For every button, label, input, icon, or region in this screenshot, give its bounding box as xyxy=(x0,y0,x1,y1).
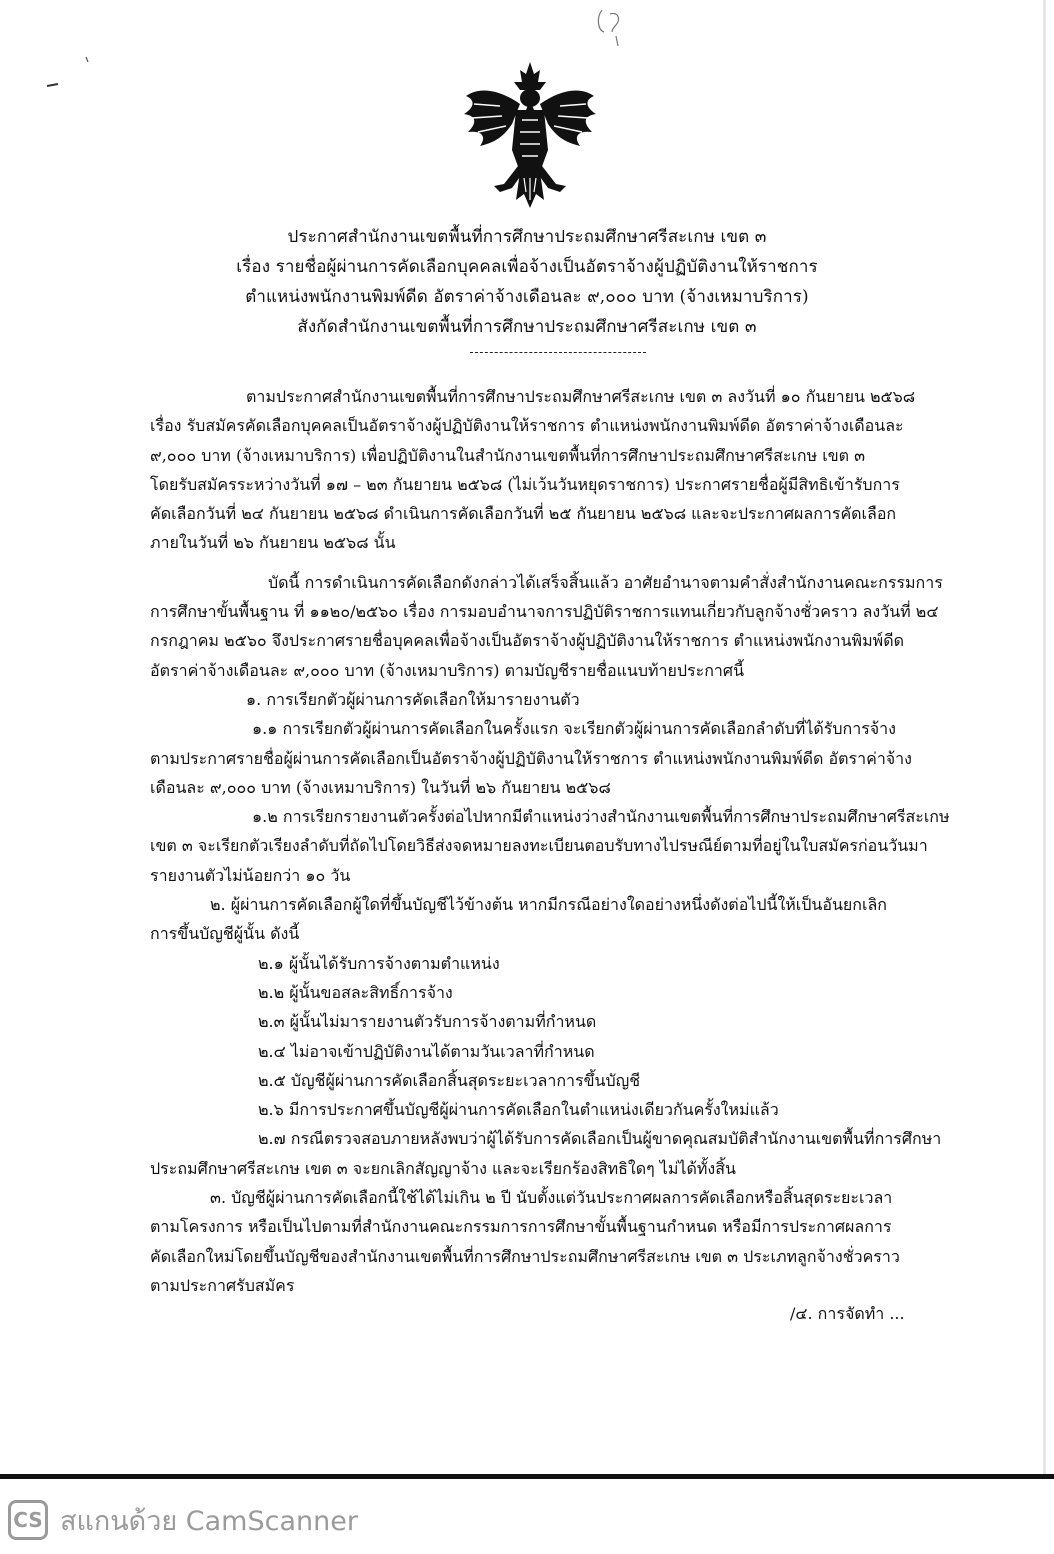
paragraph-line: ประถมศึกษาศรีสะเกษ เขต ๓ จะยกเลิกสัญญาจ้าง และจะเรียกร้องสิทธิใดๆ ไม่ได้ทั้งสิ้น xyxy=(150,1158,736,1178)
paragraph-line: รายงานตัวไม่น้อยกว่า ๑๐ วัน xyxy=(150,865,351,885)
garuda-emblem-icon xyxy=(460,60,600,210)
paragraph-line: ตามโครงการ หรือเป็นไปตามที่สำนักงานคณะกรรมการการศึกษาขั้นพื้นฐานกำหนด หรือมีการประกาศผลการ xyxy=(150,1217,892,1237)
title-line: เรื่อง รายชื่อผู้ผ่านการคัดเลือกบุคคลเพื่อจ้างเป็นอัตราจ้างผู้ปฏิบัติงานให้ราชการ xyxy=(236,257,818,277)
handwritten-mark xyxy=(594,6,624,52)
paragraph-line: ๙,๐๐๐ บาท (จ้างเหมาบริการ) เพื่อปฏิบัติงานในสำนักงานเขตพื้นที่การศึกษาประถมศึกษาศรีสะเกษ เขต ๓ xyxy=(150,445,866,465)
camscanner-logo-icon: CS xyxy=(8,1500,48,1540)
paragraph-line: ๒. ผู้ผ่านการคัดเลือกผู้ใดที่ขึ้นบัญชีไว้ข้างต้น หากมีกรณีอย่างใดอย่างหนึ่งดังต่อไปนี้ให้เป็นอันยกเลิก xyxy=(210,895,887,915)
list-item: ๒.๖ มีการประกาศขึ้นบัญชีผู้ผ่านการคัดเลือกในตำแหน่งเดียวกันครั้งใหม่แล้ว xyxy=(258,1100,779,1120)
next-page-reference: /๔. การจัดทำ ... xyxy=(790,1304,905,1323)
paragraph-line: การศึกษาขั้นพื้นฐาน ที่ ๑๑๒๐/๒๕๖๐ เรื่อง การมอบอำนาจการปฏิบัติราชการแทนเกี่ยวกับลูกจ้างชั่วคราว ลงวันที่ ๒๔ xyxy=(150,602,939,622)
list-item: ๒.๓ ผู้นั้นไม่มารายงานตัวรับการจ้างตามที่กำหนด xyxy=(258,1012,597,1032)
paragraph-line: ตามประกาศรายชื่อผู้ผ่านการคัดเลือกเป็นอัตราจ้างผู้ปฏิบัติงานให้ราชการ ตำแหน่งพนักงานพิมพ์ดีด อัตราค่าจ้าง xyxy=(150,748,912,768)
item-heading: ๑. การเรียกตัวผู้ผ่านการคัดเลือกให้มารายงานตัว xyxy=(246,689,580,709)
paragraph-line: การขึ้นบัญชีผู้นั้น ดังนี้ xyxy=(150,924,300,944)
watermark-text: สแกนด้วย CamScanner xyxy=(60,1505,358,1537)
title-line: สังกัดสำนักงานเขตพื้นที่การศึกษาประถมศึกษาศรีสะเกษ เขต ๓ xyxy=(297,317,757,337)
paragraph-line: บัดนี้ การดำเนินการคัดเลือกดังกล่าวได้เสร็จสิ้นแล้ว อาศัยอำนาจตามคำสั่งสำนักงานคณะกรรมการ xyxy=(268,572,943,592)
title-line: ตำแหน่งพนักงานพิมพ์ดีด อัตราค่าจ้างเดือนละ ๙,๐๐๐ บาท (จ้างเหมาบริการ) xyxy=(245,287,809,307)
title-divider xyxy=(470,352,646,353)
scan-speck xyxy=(46,82,60,88)
page-edge xyxy=(1043,0,1046,1476)
paragraph-line: เรื่อง รับสมัครคัดเลือกบุคคลเป็นอัตราจ้างผู้ปฏิบัติงานให้ราชการ ตำแหน่งพนักงานพิมพ์ดีด อัตราค่าจ้างเดือนละ xyxy=(150,416,904,436)
list-item: ๒.๕ บัญชีผู้ผ่านการคัดเลือกสิ้นสุดระยะเวลาการขึ้นบัญชี xyxy=(258,1070,641,1090)
paragraph-line: คัดเลือกวันที่ ๒๔ กันยายน ๒๕๖๘ ดำเนินการคัดเลือกวันที่ ๒๕ กันยายน ๒๕๖๘ และจะประกาศผลการคัดเลือก xyxy=(150,504,897,524)
paragraph-line: กรกฎาคม ๒๕๖๐ จึงประกาศรายชื่อบุคคลเพื่อจ้างเป็นอัตราจ้างผู้ปฏิบัติงานให้ราชการ ตำแหน่งพนักงานพิมพ์ดีด xyxy=(150,631,904,651)
list-item: ๒.๔ ไม่อาจเข้าปฏิบัติงานได้ตามวันเวลาที่กำหนด xyxy=(258,1041,595,1061)
paragraph-line: ตามประกาศรับสมัคร xyxy=(150,1275,295,1295)
paragraph-line: ตามประกาศสำนักงานเขตพื้นที่การศึกษาประถมศึกษาศรีสะเกษ เขต ๓ ลงวันที่ ๑๐ กันยายน ๒๕๖๘ xyxy=(246,387,916,406)
camscanner-watermark xyxy=(8,1498,358,1542)
paragraph-line: ๒.๗ กรณีตรวจสอบภายหลังพบว่าผู้ได้รับการคัดเลือกเป็นผู้ขาดคุณสมบัติสำนักงานเขตพื้นที่การศึกษา xyxy=(258,1129,942,1149)
paragraph-line: อัตราค่าจ้างเดือนละ ๙,๐๐๐ บาท (จ้างเหมาบริการ) ตามบัญชีรายชื่อแนบท้ายประกาศนี้ xyxy=(150,660,745,680)
paragraph-line: ๓. บัญชีผู้ผ่านการคัดเลือกนี้ใช้ได้ไม่เกิน ๒ ปี นับตั้งแต่วันประกาศผลการคัดเลือกหรือสิ้นสุดระยะเวลา xyxy=(210,1188,893,1208)
announcement-body xyxy=(150,382,960,1300)
page-bottom-border xyxy=(0,1474,1054,1479)
paragraph-line: คัดเลือกใหม่โดยขึ้นบัญชีของสำนักงานเขตพื้นที่การศึกษาประถมศึกษาศรีสะเกษ เขต ๓ ประเภทลูกจ้างชั่วคราว xyxy=(150,1246,900,1266)
list-item: ๒.๒ ผู้นั้นขอสละสิทธิ์การจ้าง xyxy=(258,982,453,1002)
list-item: ๒.๑ ผู้นั้นได้รับการจ้างตามตำแหน่ง xyxy=(258,953,500,973)
paragraph-line: ๑.๒ การเรียกรายงานตัวครั้งต่อไปหากมีตำแหน่งว่างสำนักงานเขตพื้นที่การศึกษาประถมศึกษาศรีสะเกษ xyxy=(252,807,950,827)
announcement-title xyxy=(120,222,934,342)
scan-speck xyxy=(84,56,90,64)
title-line: ประกาศสำนักงานเขตพื้นที่การศึกษาประถมศึกษาศรีสะเกษ เขต ๓ xyxy=(287,227,767,247)
paragraph-line: เขต ๓ จะเรียกตัวเรียงลำดับที่ถัดไปโดยวิธีส่งจดหมายลงทะเบียนตอบรับทางไปรษณีย์ตามที่อยู่ในใบสมัครก่อนวันมา xyxy=(150,836,928,856)
paragraph-line: ภายในวันที่ ๒๖ กันยายน ๒๕๖๘ นั้น xyxy=(150,533,396,553)
paragraph-line: ๑.๑ การเรียกตัวผู้ผ่านการคัดเลือกในครั้งแรก จะเรียกตัวผู้ผ่านการคัดเลือกลำดับที่ได้รับการจ้าง xyxy=(252,719,896,739)
paragraph-line: เดือนละ ๙,๐๐๐ บาท (จ้างเหมาบริการ) ในวันที่ ๒๖ กันยายน ๒๕๖๘ xyxy=(150,777,611,797)
paragraph-line: โดยรับสมัครระหว่างวันที่ ๑๗ – ๒๓ กันยายน ๒๕๖๘ (ไม่เว้นวันหยุดราชการ) ประกาศรายชื่อผู้มีสิทธิเข้ารับการ xyxy=(150,474,900,494)
